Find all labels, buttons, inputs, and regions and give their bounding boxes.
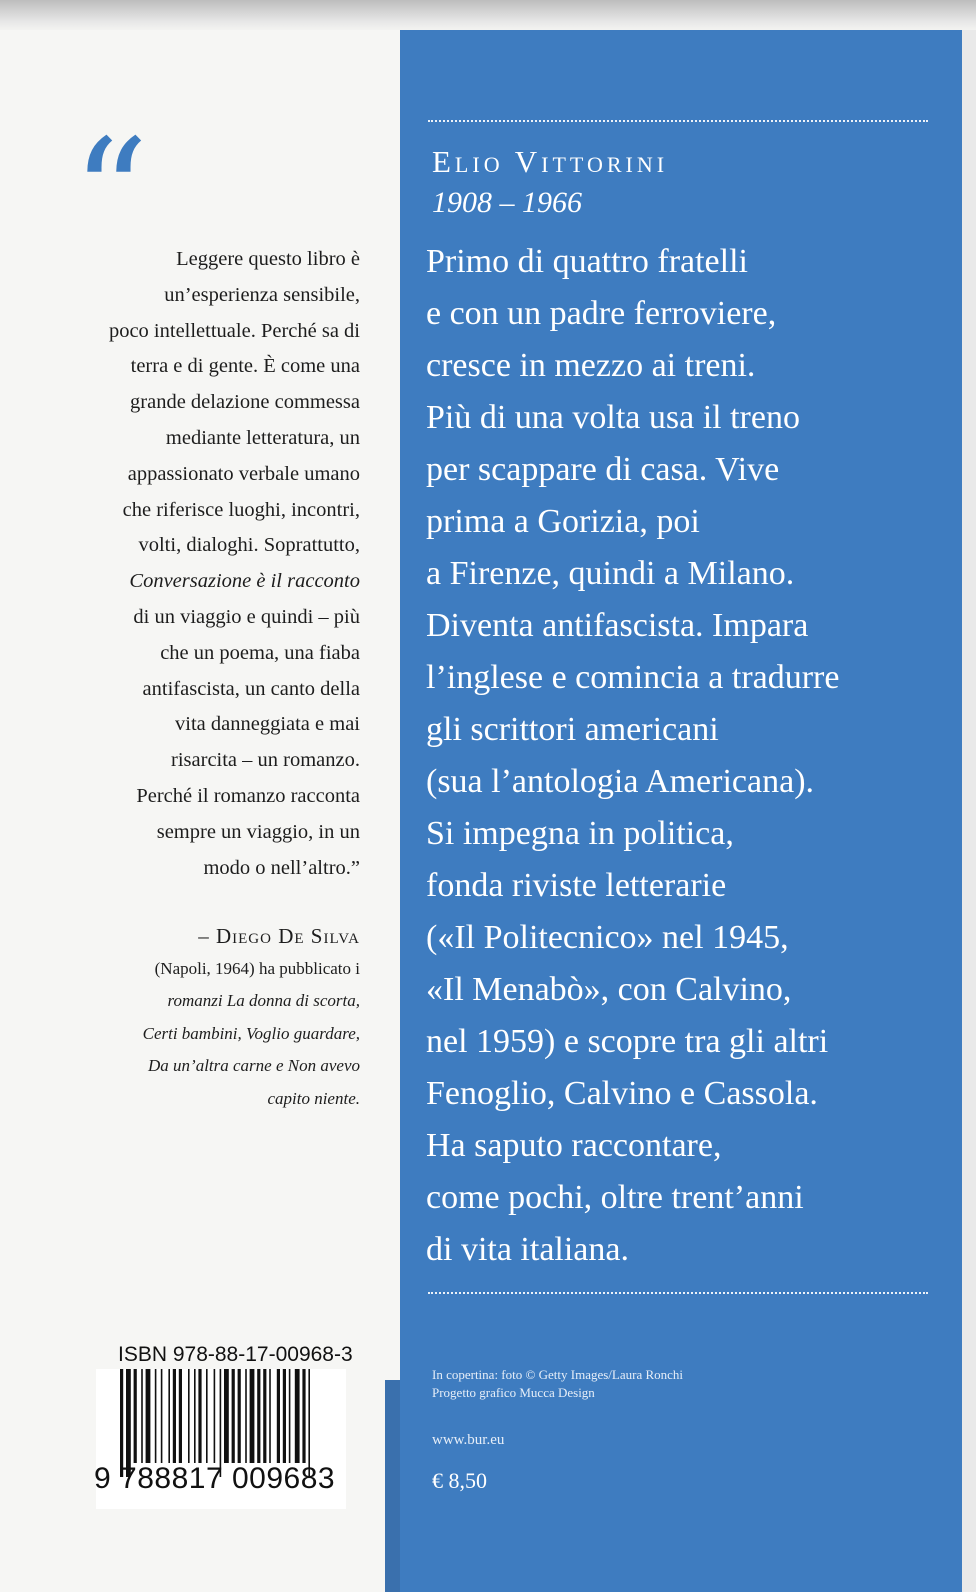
barcode-bar — [188, 1369, 190, 1463]
barcode-bar — [179, 1369, 182, 1463]
bio-line: «Il Menabò», con Calvino, — [426, 971, 792, 1008]
barcode-bar — [232, 1369, 235, 1463]
barcode-bar — [269, 1369, 271, 1463]
barcode-bar — [194, 1369, 196, 1463]
bio-line: gli scrittori americani — [426, 711, 719, 748]
barcode-bar — [168, 1369, 170, 1463]
quote-line: di un viaggio e quindi – più — [133, 605, 360, 628]
cover-credit: In copertina: foto © Getty Images/Laura Ronchi — [432, 1367, 684, 1382]
bio-line: di vita italiana. — [426, 1231, 629, 1268]
bio-line: prima a Gorizia, poi — [426, 503, 700, 540]
barcode-bar — [134, 1369, 137, 1463]
quote-line: un’esperienza sensibile, — [164, 283, 360, 306]
bio-line: Si impegna in politica, — [426, 815, 734, 852]
barcode-bar — [308, 1369, 310, 1477]
bio-line: e con un padre ferroviere, — [426, 295, 777, 332]
panel-edge-shade — [385, 1380, 400, 1592]
barcode-bar — [277, 1369, 280, 1463]
quote-line: Perché il romanzo racconta — [136, 784, 360, 807]
quote-line: Conversazione è il racconto — [129, 570, 360, 593]
bio-line: l’inglese e comincia a tradurre — [426, 659, 840, 696]
quote-line: mediante letteratura, un — [165, 426, 360, 449]
quote-line: poco intellettuale. Perché sa di — [108, 319, 360, 342]
barcode-bar — [206, 1369, 208, 1463]
bio-line: come pochi, oltre trent’anni — [426, 1179, 804, 1216]
quote-line: Leggere questo libro è — [176, 248, 360, 270]
quote-line: che riferisce luoghi, incontri, — [122, 498, 360, 521]
bio-line: Ha saputo raccontare, — [426, 1127, 722, 1164]
bio-line: (sua l’antologia Americana). — [426, 763, 815, 800]
barcode-bar — [289, 1369, 291, 1463]
barcode-bar — [161, 1369, 163, 1463]
barcode-digits: 9 788817 009683 — [94, 1462, 336, 1495]
publisher-website: www.bur.eu — [432, 1432, 505, 1448]
attribution-line: Certi bambini, Voglio guardare, — [142, 1023, 360, 1043]
author-years: 1908 – 1966 — [432, 186, 582, 219]
bio-line: Diventa antifascista. Impara — [426, 607, 809, 644]
bio-line: («Il Politecnico» nel 1945, — [426, 919, 789, 956]
quote-line: volti, dialoghi. Soprattutto, — [138, 534, 360, 557]
bio-line: Fenoglio, Calvino e Cassola. — [426, 1075, 818, 1112]
quote-line: appassionato verbale umano — [127, 462, 360, 485]
barcode-bar — [126, 1369, 131, 1477]
barcode-bar — [224, 1369, 229, 1463]
quote-line: grande delazione commessa — [130, 391, 360, 414]
bio-line: nel 1959) e scopre tra gli altri — [426, 1023, 829, 1060]
quote-line: vita danneggiata e mai — [175, 713, 360, 736]
attribution-line: capito niente. — [267, 1088, 360, 1108]
isbn-label: ISBN 978-88-17-00968-3 — [118, 1343, 353, 1366]
price: € 8,50 — [432, 1468, 487, 1493]
credits — [432, 1366, 683, 1402]
bio-line: cresce in mezzo ai treni. — [426, 347, 756, 384]
barcode-bar — [120, 1369, 123, 1477]
bio-line: a Firenze, quindi a Milano. — [426, 555, 795, 592]
review-quote — [40, 242, 360, 886]
barcode-bar — [263, 1369, 266, 1463]
bio-line: per scappare di casa. Vive — [426, 451, 780, 488]
attribution-line: Da un’altra carne e Non avevo — [148, 1056, 360, 1075]
attribution-line: romanzi La donna di scorta, — [167, 991, 360, 1010]
quote-line: sempre un viaggio, in un — [156, 820, 360, 843]
bio-line: Più di una volta usa il treno — [426, 399, 800, 436]
quote-attribution — [40, 920, 360, 1115]
quote-line: terra e di gente. È come una — [130, 355, 360, 378]
author-name: Elio Vittorini — [432, 144, 669, 179]
barcode-bar — [141, 1369, 143, 1463]
design-credit: Progetto grafico Mucca Design — [432, 1385, 595, 1400]
bottom-dotted-rule — [428, 1292, 928, 1294]
barcode-bar — [214, 1369, 216, 1463]
barcode-bar — [250, 1369, 255, 1463]
barcode-bar — [146, 1369, 151, 1463]
quote-line: modo o nell’altro.” — [203, 856, 360, 879]
barcode-bar — [238, 1369, 241, 1463]
right-edge-strip — [962, 30, 976, 1592]
barcode-bar — [198, 1369, 201, 1463]
barcode-bar — [245, 1369, 247, 1463]
top-edge-strip — [0, 0, 976, 30]
barcode-bar — [155, 1369, 157, 1463]
bio-line: Primo di quattro fratelli — [426, 243, 748, 280]
barcode-bar — [220, 1369, 222, 1477]
barcode-bar — [283, 1369, 286, 1463]
open-quote-icon: “ — [72, 108, 149, 282]
attribution-line: (Napoli, 1964) ha pubblicato i — [154, 958, 360, 978]
barcode-bar — [257, 1369, 260, 1463]
barcode-bar — [173, 1369, 176, 1463]
quote-author-name: – Diego De Silva — [198, 924, 360, 948]
author-biography — [426, 236, 946, 1276]
quote-line: antifascista, un canto della — [142, 677, 360, 700]
quote-line: risarcita – un romanzo. — [171, 749, 360, 772]
bio-line: fonda riviste letterarie — [426, 867, 727, 904]
barcode-bar — [302, 1369, 305, 1463]
quote-line: che un poema, una fiaba — [160, 641, 360, 664]
barcode-bar — [295, 1369, 300, 1463]
top-dotted-rule — [428, 120, 928, 122]
